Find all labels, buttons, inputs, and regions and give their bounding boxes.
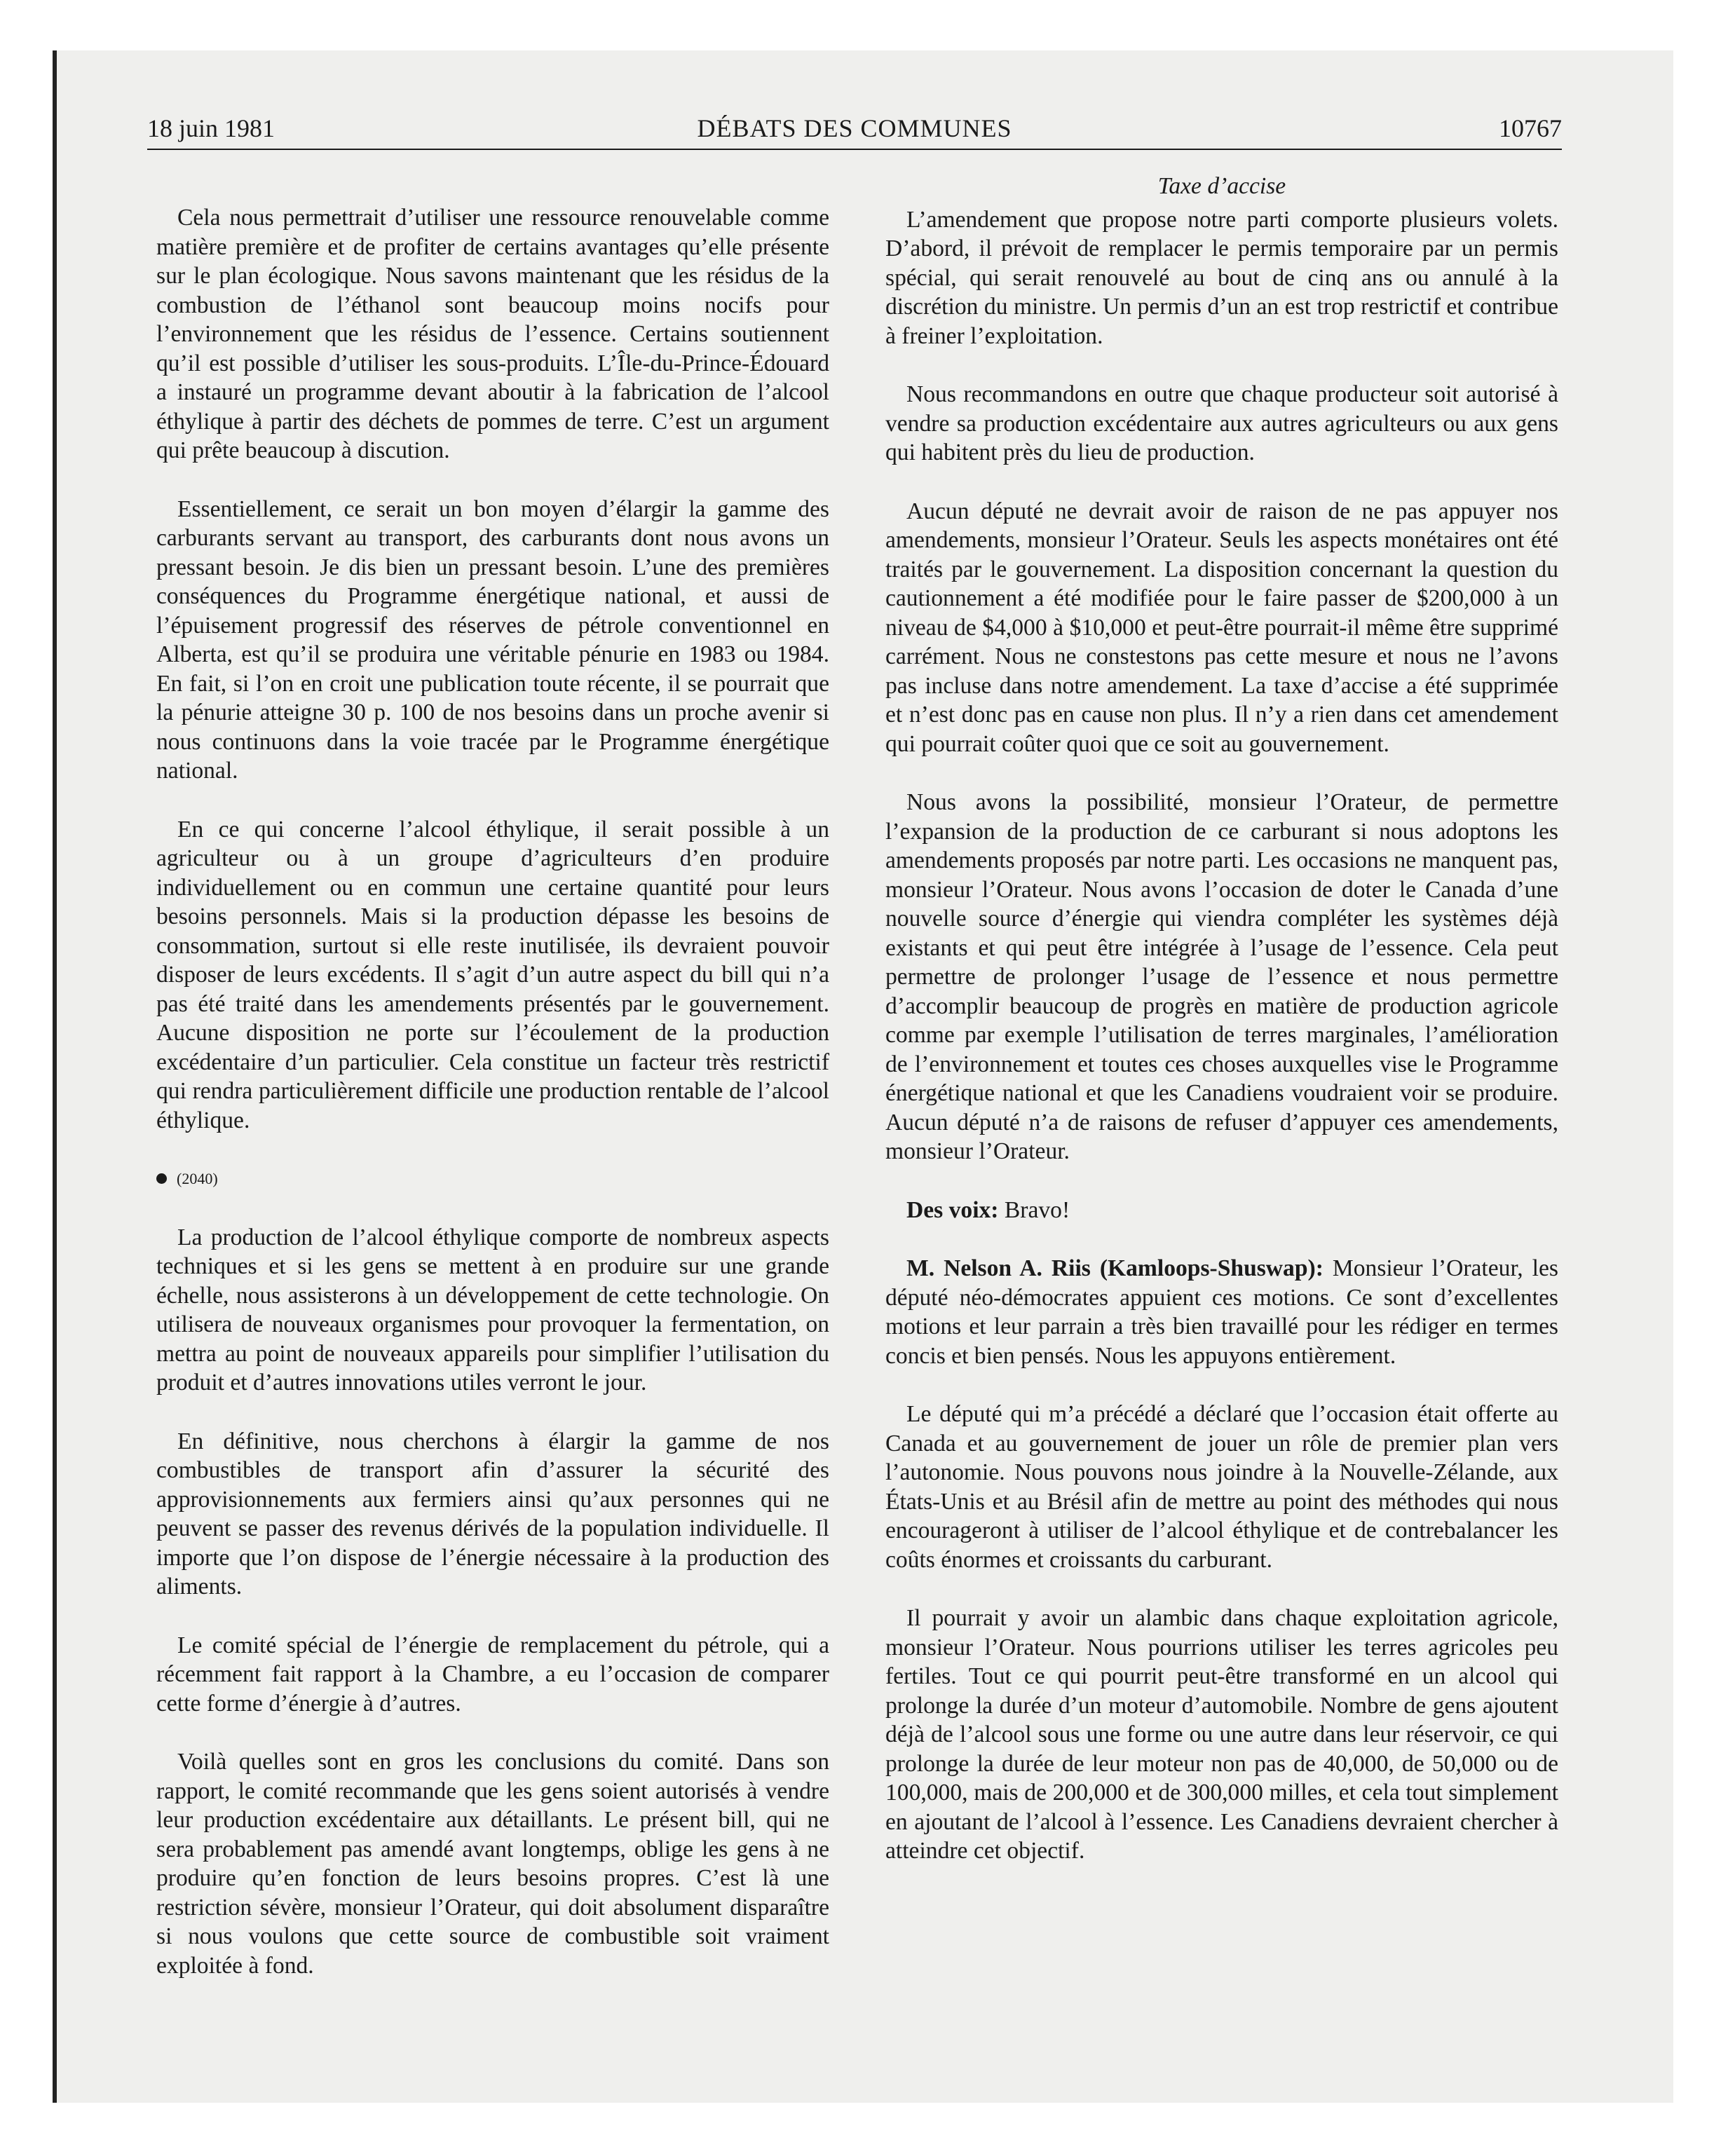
speech-paragraph (885, 1254, 1558, 1370)
left-column (156, 203, 829, 2010)
paragraph: Aucun député ne devrait avoir de raison de ne pas appuyer nos amendements, monsieur l’Orateur. Seuls les aspects monétaires ont été traités par le gouvernement. La disposition concernant la question du cautionnement a été modifiée pour le faire passer de $200,000 à un niveau de $4,000 à $10,000 et peut-être pourrait-il même être supprimé carrément. Nous ne constestons pas cette mesure et nous ne l’avons pas incluse dans notre amendement. La taxe d’accise a été supprimée et n’est donc pas en cause non plus. Il n’y a rien dans cet amendement qui pourrait coûter quoi que ce soit au gouvernement. (885, 498, 1558, 757)
paragraph: Nous recommandons en outre que chaque producteur soit autorisé à vendre sa production excédentaire aux autres agriculteurs ou aux gens qui habitent près du lieu de production. (885, 381, 1558, 465)
section-subheading: Taxe d’accise (1157, 173, 1286, 199)
header-page-number: 10767 (1499, 114, 1562, 142)
paragraph: Essentiellement, ce serait un bon moyen d’élargir la gamme des carburants servant au transport, des carburants dont nous avons un pressant besoin. Je dis bien un pressant besoin. L’une des premières conséquences du Programme énergétique national, et aussi de l’épuisement progressif des réserves de pétrole conventionnel en Alberta, est qu’il se produira une véritable pénurie en 1983 ou 1984. En fait, si l’on en croit une publication toute récente, il se pourrait que la pénurie atteigne 30 p. 100 de nos besoins dans un proche avenir si nous continuons dans la voie tracée par le Programme énergétique national. (156, 496, 829, 784)
header-title: DÉBATS DES COMMUNES (697, 114, 1012, 142)
paragraph: L’amendement que propose notre parti comporte plusieurs volets. D’abord, il prévoit de remplacer le permis temporaire par un permis spécial, qui serait renouvelé au bout de cinq ans ou annulé à la discrétion du ministre. Un permis d’un an est trop restrictif et contribue à freiner l’exploitation. (885, 206, 1558, 349)
interjection-text: Bravo! (1004, 1196, 1070, 1223)
interjection (885, 1196, 1558, 1225)
paragraph: La production de l’alcool éthylique comporte de nombreux aspects techniques et si les gens se mettent à en produire sur une grande échelle, nous assisterons à un développement de cette technologie. On utilisera de nouveaux organismes pour provoquer la fermentation, on mettra au point de nouveaux appareils pour simplifier l’utilisation du produit et d’autres innovations utiles verront le jour. (156, 1224, 829, 1396)
paragraph: Le député qui m’a précédé a déclaré que l’occasion était offerte au Canada et au gouvernement de jouer un rôle de premier plan vers l’autonomie. Nous pouvons nous joindre à la Nouvelle-Zélande, aux États-Unis et au Brésil afin de mettre au point des méthodes qui nous encourageront à utiliser de l’alcool éthylique et de contrebalancer les coûts énormes et croissants du carburant. (885, 1401, 1558, 1573)
speaker-name: M. Nelson A. Riis (Kamloops-Shuswap): (906, 1255, 1324, 1281)
paragraph: En définitive, nous cherchons à élargir la gamme de nos combustibles de transport afin d’assurer la sécurité des approvisionnements aux fermiers ainsi qu’aux personnes qui ne peuvent se passer des revenus dérivés de la population individuelle. Il importe que l’on dispose de l’énergie nécessaire à la production des aliments. (156, 1428, 829, 1599)
paragraph: Nous avons la possibilité, monsieur l’Orateur, de permettre l’expansion de la production de ce carburant si nous adoptons les amendements proposés par notre parti. Les occasions ne manquent pas, monsieur l’Orateur. Nous avons l’occasion de doter le Canada d’une nouvelle source d’énergie qui viendra compléter les systèmes déjà existants et qui peut être intégrée à l’usage de l’essence. Cela peut permettre de prolonger l’usage de l’essence et nous permettre d’accomplir beaucoup de progrès en matière de production agricole comme par exemple l’utilisation de terres marginales, l’amélioration de l’environnement et toutes ces choses auxquelles vise le Programme énergétique national et que les Canadiens voudraient voir se produire. Aucun député n’a de raisons de refuser d’appuyer ces amendements, monsieur l’Orateur. (885, 789, 1558, 1164)
header-date: 18 juin 1981 (147, 114, 275, 142)
right-column (885, 172, 1558, 1895)
page-header (147, 111, 1562, 149)
speaker-name: Des voix: (906, 1196, 999, 1223)
paragraph: Voilà quelles sont en gros les conclusions du comité. Dans son rapport, le comité recommande que les gens soient autorisés à vendre leur production excédentaire aux détaillants. Le présent bill, qui ne sera probablement pas amendé avant longtemps, oblige les gens à ne produire qu’en fonction de leurs besoins propres. C’est là une restriction sévère, monsieur l’Orateur, qui doit absolument disparaître si nous voulons que cette source de combustible soit vraiment exploitée à fond. (156, 1749, 829, 1979)
time-marker (156, 1164, 829, 1194)
paragraph: Il pourrait y avoir un alambic dans chaque exploitation agricole, monsieur l’Orateur. Nous pourrions utiliser les terres agricoles peu fertiles. Tout ce qui pourrit peut-être transformé en un alcool qui prolonge la durée d’un moteur d’automobile. Nombre de gens ajoutent déjà de l’alcool sous une forme ou une autre dans leur réservoir, ce qui prolonge la durée de leur moteur non pas de 40,000, de 50,000 ou de 100,000, mais de 200,000 et de 300,000 milles, et cela tout simplement en ajoutant de l’alcool à l’essence. Les Canadiens devraient chercher à atteindre cet objectif. (885, 1605, 1558, 1864)
paragraph: En ce qui concerne l’alcool éthylique, il serait possible à un agriculteur ou à un groupe d’agriculteurs d’en produire individuellement ou en commun une certaine quantité pour leurs besoins personnels. Mais si la production dépasse les besoins de consommation, surtout si elle reste inutilisée, ils devraient pouvoir disposer de leurs excédents. Il s’agit d’un autre aspect du bill qui n’a pas été traité dans les amendements présentés par le gouvernement. Aucune disposition ne porte sur l’écoulement de la production excédentaire d’un particulier. Cela constitue un facteur très restrictif qui rendra particulièrement difficile une production rentable de l’alcool éthylique. (156, 816, 829, 1133)
paragraph: Cela nous permettrait d’utiliser une ressource renouvelable comme matière première et de profiter de certains avantages qu’elle présente sur le plan écologique. Nous savons maintenant que les résidus de la combustion de l’éthanol sont beaucoup moins nocifs pour l’environnement que les résidus de l’essence. Certains soutiennent qu’il est possible d’utiliser les sous-produits. L’Île-du-Prince-Édouard a instauré un programme devant aboutir à la fabrication de l’alcool éthylique à partir des déchets de pommes de terre. C’est un argument qui prête beaucoup à discution. (156, 205, 829, 463)
paragraph: Le comité spécial de l’énergie de remplacement du pétrole, qui a récemment fait rapport à la Chambre, a eu l’occasion de comparer cette forme d’énergie à d’autres. (156, 1632, 829, 1717)
time-marker-text: (2040) (177, 1170, 218, 1187)
bullet-icon (156, 1173, 167, 1184)
speech-text: Monsieur l’Orateur, les député néo-démocrates appuient ces motions. Ce sont d’excellentes motions et leur parrain a très bien travaillé pour les rédiger en termes concis et bien pensés. Nous les appuyons entièrement. (885, 1255, 1558, 1369)
header-rule (147, 149, 1562, 150)
